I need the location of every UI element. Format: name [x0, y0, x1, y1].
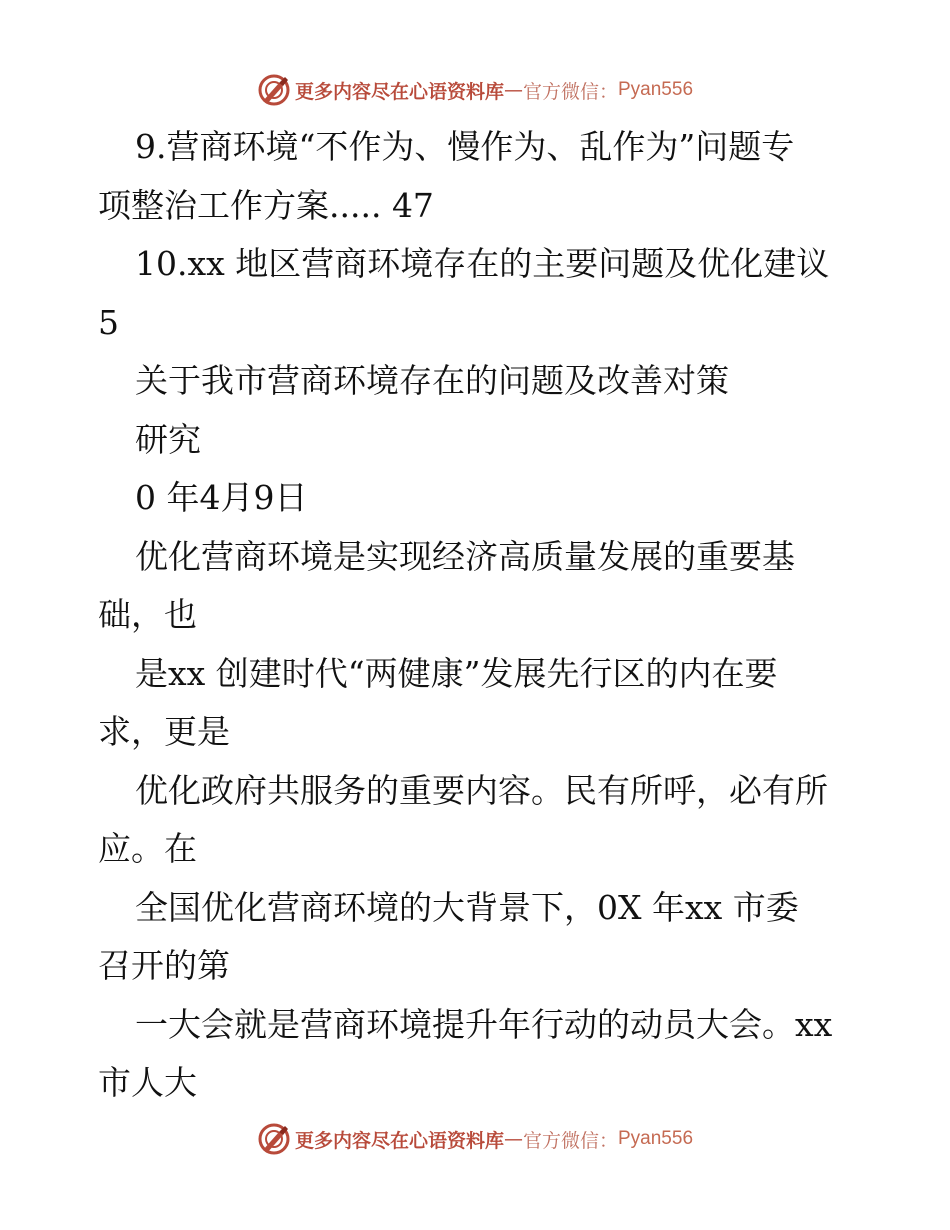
footer-watermark: [0, 1119, 950, 1159]
watermark-main-text: 更多内容尽在心语资料库: [294, 80, 504, 103]
text-line: 0 年4月9日: [135, 478, 308, 517]
text-line: 优化营商环境是实现经济高质量发展的重要基: [135, 537, 795, 576]
watermark-main-text: 更多内容尽在心语资料库: [294, 1129, 504, 1152]
text-line: 关于我市营商环境存在的问题及改善对策: [135, 361, 729, 400]
text-line: 全国优化营商环境的大背景下，0X 年xx 市委: [135, 888, 799, 927]
text-line: 研究: [135, 420, 201, 459]
text-line: 础，也: [98, 595, 197, 634]
header-watermark: [0, 70, 950, 110]
pen-seal-icon: [257, 1122, 291, 1156]
text-line: 召开的第: [98, 946, 230, 985]
watermark-wechat-id: Pyan556: [618, 79, 694, 100]
text-line: 一大会就是营商环境提升年行动的动员大会。xx: [135, 1005, 833, 1044]
watermark-label: 官方微信：: [522, 80, 618, 103]
text-line: 项整治工作方案..... 47: [98, 186, 434, 225]
text-line: 10.xx 地区营商环境存在的主要问题及优化建议: [135, 244, 830, 283]
pen-seal-icon: [257, 73, 291, 107]
watermark-dash: —: [503, 1128, 523, 1150]
watermark-dash: —: [503, 79, 523, 101]
text-line: 9.营商环境“不作为、慢作为、乱作为”问题专: [135, 127, 795, 166]
text-line: 求，更是: [98, 712, 230, 751]
watermark-label: 官方微信：: [522, 1129, 618, 1152]
text-line: 应。在: [98, 829, 197, 868]
text-line: 优化政府共服务的重要内容。民有所呼，必有所: [135, 771, 828, 810]
text-line: 市人大: [98, 1063, 197, 1102]
watermark-wechat-id: Pyan556: [618, 1128, 694, 1149]
text-line: 5: [98, 303, 119, 342]
text-line: 是xx 创建时代“两健康”发展先行区的内在要: [135, 654, 778, 693]
